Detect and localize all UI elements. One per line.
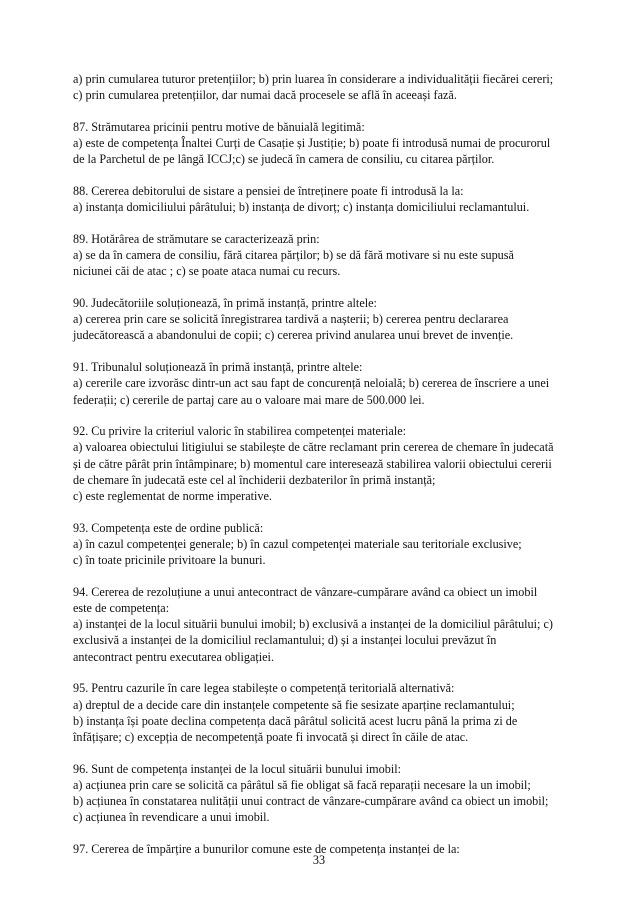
text-line: a) se da în camera de consiliu, fără citarea părților; b) se dă fără motivare si nu este supusă — [73, 248, 514, 263]
question-block — [73, 761, 573, 826]
text-line: federații; c) cererile de partaj care au o valoare mai mare de 500.000 lei. — [73, 392, 425, 407]
text-line: 89. Hotărârea de strămutare se caracterizează prin: — [73, 231, 320, 246]
text-line: c) în toate pricinile privitoare la bunuri. — [73, 553, 266, 568]
question-block — [73, 119, 573, 168]
page-content — [73, 71, 573, 873]
text-line: b) acțiunea în constatarea nulității unui contract de vânzare-cumpărare având ca obiect un imobil; — [73, 794, 549, 809]
question-block — [73, 295, 573, 344]
text-line: a) instanței de la locul situării bunului imobil; b) exclusivă a instanței de la domiciliul pârâtului; c) — [73, 617, 553, 632]
text-line: c) acțiunea în revendicare a unui imobil. — [73, 810, 270, 825]
text-line: 87. Strămutarea pricinii pentru motive de bănuială legitimă: — [73, 119, 365, 134]
text-line: a) este de competența Înaltei Curți de Casație și Justiție; b) poate fi introdusă numai de procurorul — [73, 136, 551, 151]
text-line: c) prin cumularea pretențiilor, dar numai dacă procesele se află în aceeași fază. — [73, 88, 457, 103]
question-block — [73, 183, 573, 215]
text-line: a) valoarea obiectului litigiului se stabilește de către reclamant prin cererea de chemare în judecată — [73, 440, 554, 455]
text-line: 94. Cererea de rezoluțiune a unui antecontract de vânzare-cumpărare având ca obiect un imobil — [73, 584, 538, 599]
text-line: exclusivă a instanței de la domiciliul reclamantului; d) și a instanței locului prevăzut în — [73, 633, 497, 648]
question-block — [73, 680, 573, 745]
text-line: 93. Competența este de ordine publică: — [73, 520, 264, 535]
text-line: de chemare în judecată este cel al închiderii dezbaterilor în primă instanță; — [73, 472, 436, 487]
text-line: înfățișare; c) excepția de necompetență poate fi invocată și direct în căile de atac. — [73, 730, 469, 744]
text-line: a) dreptul de a decide care din instanțele competente să fie sesizate aparține reclamantului; — [73, 697, 515, 712]
text-line: antecontract pentru executarea obligației. — [73, 649, 274, 664]
text-line: 96. Sunt de competența instanței de la locul situării bunului imobil: — [73, 761, 401, 776]
text-line: 97. Cererea de împărțire a bunurilor comune este de competența instanței de la: — [73, 842, 460, 857]
question-block — [73, 584, 573, 665]
text-line: a) cererea prin care se solicită înregistrarea tardivă a nașterii; b) cererea pentru declararea — [73, 312, 509, 327]
text-line: niciunei căi de atac ; c) se poate ataca numai cu recurs. — [73, 264, 341, 279]
text-line: a) acțiunea prin care se solicită ca pârâtul să fie obligat să facă reparații necesare la un imobil; — [73, 777, 531, 792]
text-line: c) este reglementat de norme imperative. — [73, 489, 272, 504]
text-line: 90. Judecătoriile soluționează, în primă instanță, printre altele: — [73, 296, 377, 311]
text-line: și de către pârât prin întâmpinare; b) momentul care interesează stabilirea valorii obiectului cererii — [73, 456, 552, 471]
text-line: 95. Pentru cazurile în care legea stabilește o competență teritorială alternativă: — [73, 681, 455, 696]
question-block — [73, 71, 573, 103]
text-line: de la Parchetul de pe lângă ICCJ;c) se judecă în camera de consiliu, cu citarea părților. — [73, 152, 495, 167]
text-line: 88. Cererea debitorului de sistare a pensiei de întreținere poate fi introdusă la la: — [73, 184, 464, 199]
question-block — [73, 423, 573, 504]
question-block — [73, 520, 573, 569]
text-line: a) în cazul competenței generale; b) în cazul competenței materiale sau teritoriale exclusive; — [73, 536, 522, 551]
text-line: 91. Tribunalul soluționează în primă instanță, printre altele: — [73, 360, 363, 375]
text-line: b) instanța își poate declina competența dacă pârâtul solicită acest lucru până la prima zi de — [73, 713, 518, 728]
text-line: 92. Cu privire la criteriul valoric în stabilirea competenței materiale: — [73, 424, 406, 439]
text-line: judecătorească a abandonului de copii; c) cererea privind anularea unui brevet de invenție. — [73, 328, 514, 343]
page-number: 33 — [312, 853, 326, 867]
text-line: a) prin cumularea tuturor pretențiilor; b) prin luarea în considerare a individualității fiecărei cereri; — [73, 72, 554, 86]
text-line: este de competența: — [73, 601, 170, 616]
text-line: a) instanța domiciliului pârâtului; b) instanța de divorț; c) instanța domiciliului reclamantului. — [73, 200, 530, 215]
question-block — [73, 231, 573, 280]
text-line: a) cererile care izvorăsc dintr-un act sau fapt de concurență neloială; b) cererea de înscriere a unei — [73, 376, 550, 391]
question-block — [73, 359, 573, 408]
